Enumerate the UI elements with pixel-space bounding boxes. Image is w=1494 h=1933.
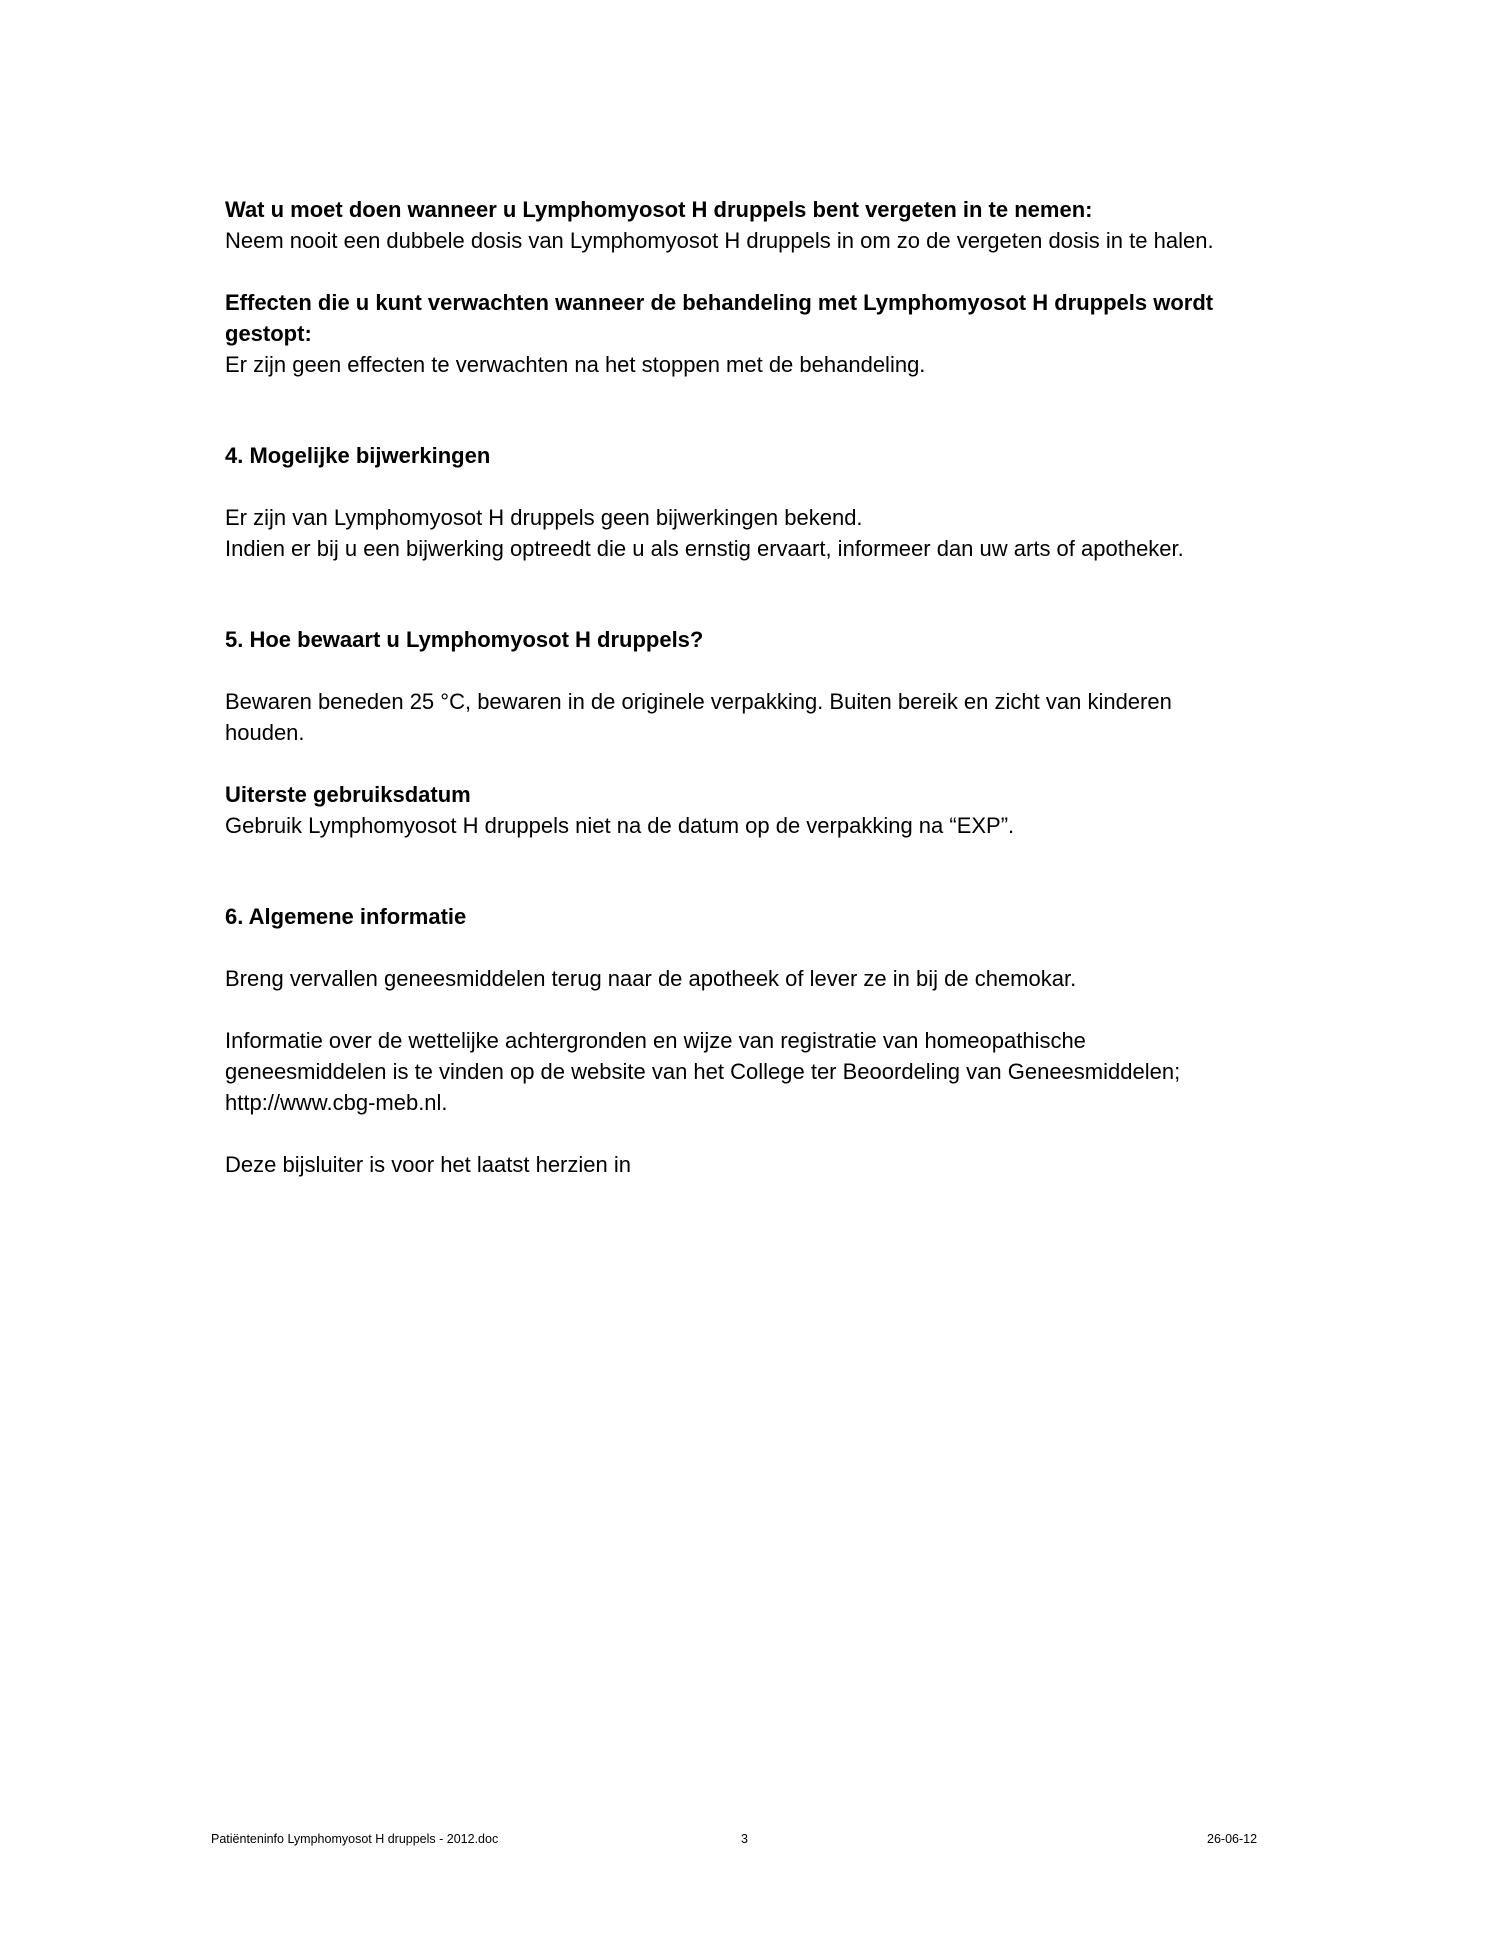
cbg-website-link[interactable]: http://www.cbg-meb.nl.	[225, 1090, 448, 1115]
spacer	[225, 655, 1285, 686]
expiry-heading: Uiterste gebruiksdatum	[225, 782, 471, 807]
spacer	[225, 471, 1285, 502]
expiry-text: Gebruik Lymphomyosot H druppels niet na de datum op de verpakking na “EXP”.	[225, 813, 1015, 838]
general-info-heading: 6. Algemene informatie	[225, 904, 467, 929]
footer-date: 26-06-12	[1207, 1832, 1258, 1846]
spacer	[225, 380, 1285, 440]
stop-treatment-heading: Effecten die u kunt verwachten wanneer de behandeling met Lymphomyosot H druppels wordt	[225, 290, 1214, 315]
spacer	[225, 994, 1285, 1025]
spacer	[225, 841, 1285, 901]
storage-heading: 5. Hoe bewaart u Lymphomyosot H druppels?	[225, 627, 704, 652]
stop-treatment-text: Er zijn geen effecten te verwachten na het stoppen met de behandeling.	[225, 352, 926, 377]
footer-page-number: 3	[741, 1832, 748, 1846]
footer-filename: Patiënteninfo Lymphomyosot H druppels - 2012.doc	[211, 1832, 499, 1846]
spacer	[225, 1118, 1285, 1149]
storage-text-1: Bewaren beneden 25 °C, bewaren in de originele verpakking. Buiten bereik en zicht van kinderen	[225, 689, 1172, 714]
spacer	[225, 564, 1285, 624]
spacer	[225, 932, 1285, 963]
document-body	[225, 194, 1285, 1180]
spacer	[225, 748, 1285, 779]
return-medicine-text: Breng vervallen geneesmiddelen terug naar de apotheek of lever ze in bij de chemokar.	[225, 966, 1077, 991]
registration-info-text-1: Informatie over de wettelijke achtergronden en wijze van registratie van homeopathische	[225, 1028, 1086, 1053]
forgotten-dose-text: Neem nooit een dubbele dosis van Lymphomyosot H druppels in om zo de vergeten dosis in te halen.	[225, 228, 1214, 253]
storage-text-2: houden.	[225, 720, 305, 745]
side-effects-heading: 4. Mogelijke bijwerkingen	[225, 443, 491, 468]
spacer	[225, 256, 1285, 287]
registration-info-text-2: geneesmiddelen is te vinden op de website van het College ter Beoordeling van Geneesmiddelen;	[225, 1059, 1181, 1084]
stop-treatment-heading-cont: gestopt:	[225, 321, 312, 346]
last-revised-text: Deze bijsluiter is voor het laatst herzien in	[225, 1152, 631, 1177]
side-effects-text-1: Er zijn van Lymphomyosot H druppels geen bijwerkingen bekend.	[225, 505, 863, 530]
side-effects-text-2: Indien er bij u een bijwerking optreedt die u als ernstig ervaart, informeer dan uw arts of apotheker.	[225, 536, 1184, 561]
forgotten-dose-heading: Wat u moet doen wanneer u Lymphomyosot H druppels bent vergeten in te nemen:	[225, 197, 1093, 222]
